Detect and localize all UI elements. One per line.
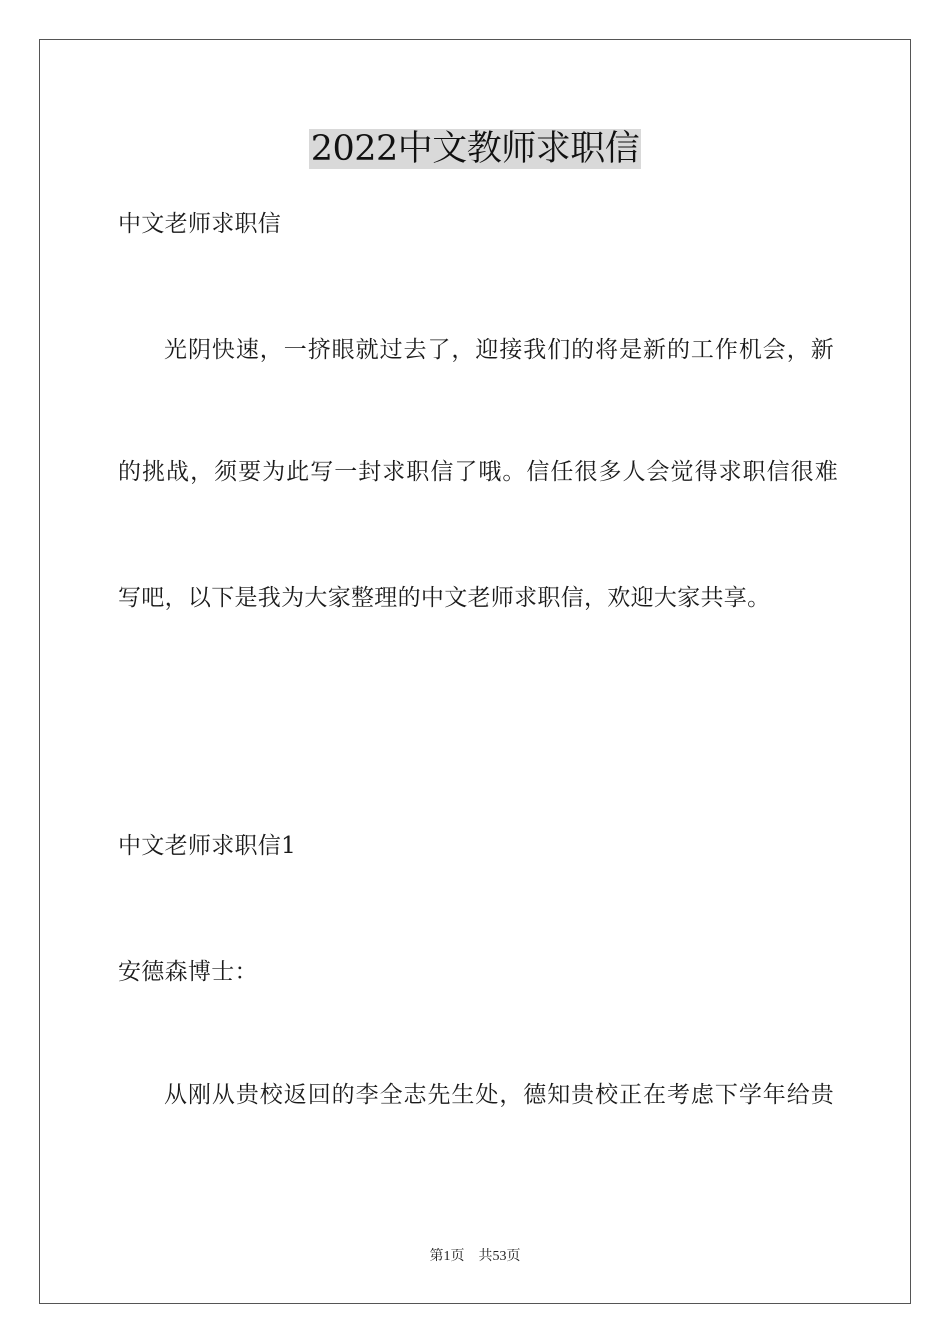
heading-line: 中文老师求职信 [118, 211, 282, 237]
salutation: 安德森博士： [118, 959, 258, 985]
paragraph-line: 的挑战，须要为此写一封求职信了哦。信任很多人会觉得求职信很难 [118, 459, 838, 485]
document-title-text: 2022中文教师求职信 [310, 129, 640, 169]
paragraph-line: 从刚从贵校返回的李全志先生处，德知贵校正在考虑下学年给贵 [164, 1082, 834, 1108]
paragraph-line: 光阴快速，一挤眼就过去了，迎接我们的将是新的工作机会，新 [164, 337, 834, 363]
paragraph-line: 写吧，以下是我为大家整理的中文老师求职信，欢迎大家共享。 [118, 585, 771, 611]
page-number: 第1页 [429, 1249, 465, 1264]
page-footer [0, 1247, 950, 1267]
document-title [0, 124, 950, 174]
section-heading: 中文老师求职信1 [118, 833, 297, 859]
page-total: 共53页 [478, 1249, 521, 1264]
